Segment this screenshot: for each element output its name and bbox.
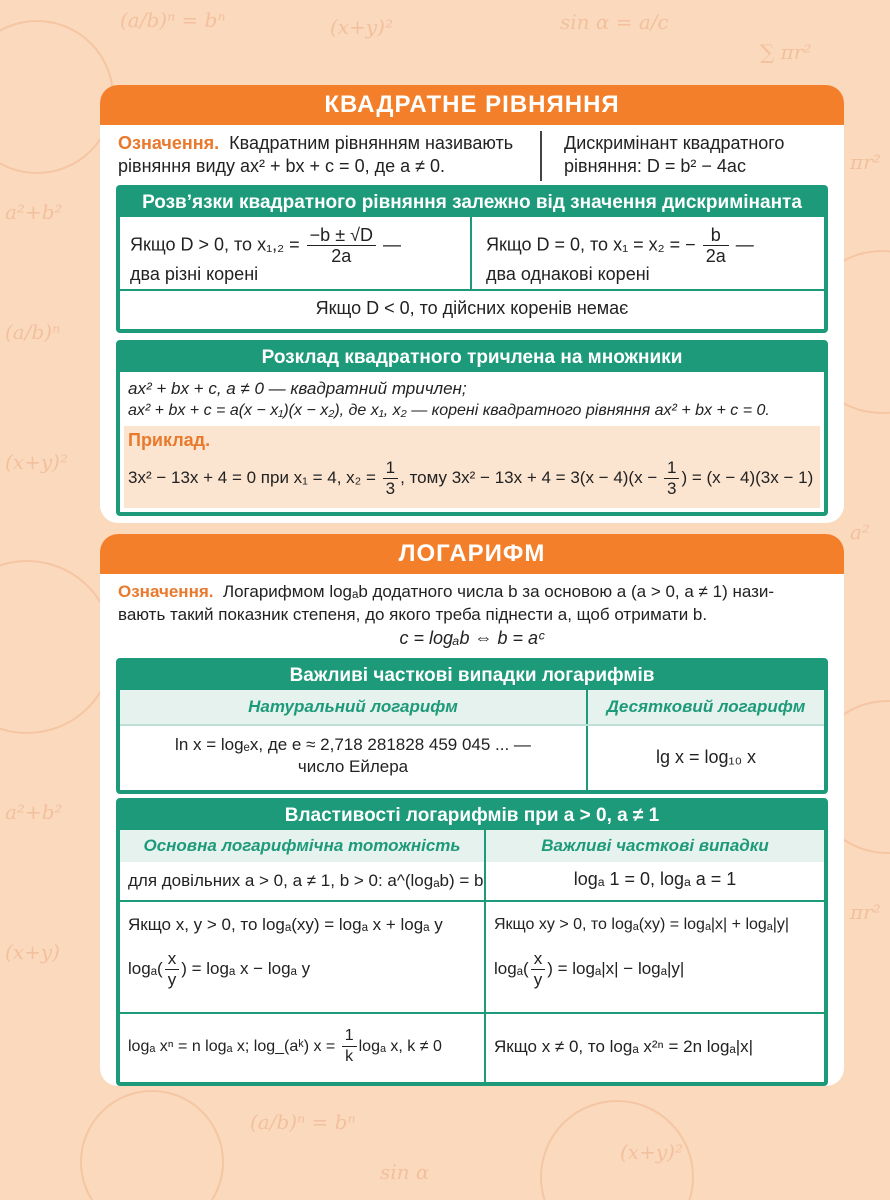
logarithm-card	[100, 534, 844, 1086]
case-positive	[130, 225, 401, 266]
definition-formula: c = logₐb ⇔ b = aᶜ	[399, 628, 545, 648]
definition-text-1: Логарифмом logₐb додатного числа b за основою a (a > 0, a ≠ 1) нази-	[222, 582, 775, 601]
roots-fraction	[307, 225, 376, 266]
definition-text-2: вають такий показник степеня, до якого треба піднести a, щоб отримати b.	[118, 605, 708, 624]
example-part-b: , тому 3x² − 13x + 4 = 3(x − 4)(x −	[400, 468, 658, 487]
power-part-b: logₐ x, k ≠ 0	[358, 1038, 442, 1055]
example-part-a: 3x² − 13x + 4 = 0 при x₁ = 4, x₂ =	[128, 468, 376, 487]
definition-text-2: рівняння виду ax² + bx + c = 0, де a ≠ 0.	[118, 156, 445, 176]
fraction-denominator: y	[533, 970, 543, 990]
divider	[120, 289, 824, 291]
quadratic-title: КВАДРАТНЕ РІВНЯННЯ	[100, 85, 844, 125]
roots-box	[116, 185, 828, 333]
fraction-numerator: −b ± √D	[307, 225, 376, 246]
quotient-rule-right	[494, 944, 684, 994]
divider	[120, 724, 824, 726]
discriminant-text-2: рівняння: D = b² − 4ac	[564, 156, 746, 176]
quotient-rule-left	[128, 944, 310, 994]
fraction-denominator: 2a	[331, 246, 352, 266]
natural-log-header: Натуральний логарифм	[120, 690, 586, 724]
fraction-numerator: x	[531, 949, 546, 970]
decimal-log-header: Десятковий логарифм	[588, 690, 824, 724]
quadratic-card	[100, 85, 844, 523]
quotient-part-b: ) = logₐ x − logₐ y	[181, 959, 311, 978]
quadratic-definition	[118, 132, 513, 154]
definition-text-1: Квадратним рівнянням називають	[229, 133, 514, 153]
properties-box	[116, 798, 828, 1086]
fraction-denominator: 3	[385, 479, 396, 499]
case-zero	[486, 225, 754, 266]
logarithm-definition	[118, 581, 774, 603]
example-fraction	[664, 458, 679, 499]
quotient-part-a: logₐ(	[494, 959, 529, 978]
quotient-part-b: ) = logₐ|x| − logₐ|y|	[547, 959, 685, 978]
divider	[120, 1012, 824, 1014]
example-label: Приклад.	[128, 430, 211, 450]
product-rule-left: Якщо x, y > 0, то logₐ(xy) = logₐ x + logₐ y	[128, 915, 443, 934]
identity-text: для довільних a > 0, a ≠ 1, b > 0: a^(logₐb) = b	[128, 871, 484, 890]
properties-header: Властивості логарифмів при a > 0, a ≠ 1	[120, 802, 824, 830]
dash: —	[735, 234, 754, 255]
divider	[470, 217, 472, 289]
fraction-denominator: k	[345, 1048, 354, 1066]
factor-line-2: ax² + bx + c = a(x − x₁)(x − x₂), де x₁, x₂ — корені квадратного рівняння ax² + bx + c = 0.	[128, 402, 770, 419]
divider	[540, 131, 542, 181]
fraction-denominator: 2a	[705, 246, 726, 266]
example-fraction	[383, 458, 398, 499]
case-zero-text-2: два однакові корені	[486, 264, 650, 284]
case-zero-text: Якщо D = 0, то x₁ = x₂ = −	[486, 234, 696, 255]
natural-log-text-1: ln x = logₑx, де e ≈ 2,718 281828 459 045 ... —	[175, 735, 531, 754]
factor-line-1: ax² + bx + c, a ≠ 0 — квадратний тричлен;	[128, 379, 467, 398]
power-rule-right: Якщо x ≠ 0, то logₐ x²ⁿ = 2n logₐ|x|	[494, 1037, 754, 1056]
power-part-a: logₐ xⁿ = n logₐ x; log_(aᵏ) x =	[128, 1038, 336, 1055]
divider	[586, 690, 588, 790]
discriminant-text-1: Дискримінант квадратного	[564, 133, 785, 153]
identity-header: Основна логарифмічна тотожність	[120, 830, 484, 862]
fraction-denominator: y	[167, 970, 177, 990]
special-cases-2-text: logₐ 1 = 0, logₐ a = 1	[573, 869, 737, 889]
special-cases-2-header: Важливі часткові випадки	[486, 830, 824, 862]
factor-box	[116, 340, 828, 516]
example-formula	[128, 456, 813, 500]
definition-label: Означення.	[118, 133, 220, 153]
decimal-log-text: lg x = log₁₀ x	[655, 747, 757, 767]
fraction-denominator: 3	[666, 479, 677, 499]
quotient-fraction	[531, 949, 546, 990]
example-part-c: ) = (x − 4)(3x − 1)	[681, 468, 814, 487]
background-decoration: (a/b)ⁿ = bⁿ (x+y)² sin α = a/c ∑ πr² a²+b² (a/b)ⁿ (x+y)² πr² a² a²+b² (x+y) πr² (a/b)ⁿ = bⁿ (x+y)² sin α	[0, 0, 890, 1200]
factor-header: Розклад квадратного тричлена на множники	[120, 344, 824, 372]
dash: —	[382, 234, 401, 255]
case-negative: Якщо D < 0, то дійсних коренів немає	[315, 298, 629, 318]
definition-label: Означення.	[118, 582, 214, 601]
product-rule-right: Якщо xy > 0, то logₐ(xy) = logₐ|x| + logₐ|y|	[494, 916, 790, 933]
case-positive-text-2: два різні корені	[130, 264, 259, 284]
power-fraction	[342, 1026, 357, 1067]
quotient-fraction	[165, 949, 180, 990]
roots-header: Розв’язки квадратного рівняння залежно від значення дискримінанта	[120, 189, 824, 217]
quotient-part-a: logₐ(	[128, 959, 163, 978]
fraction-numerator: b	[703, 225, 729, 246]
logarithm-title: ЛОГАРИФМ	[100, 534, 844, 574]
fraction-numerator: 1	[342, 1026, 357, 1047]
example-panel	[124, 426, 820, 508]
case-positive-text: Якщо D > 0, то x₁,₂ =	[130, 234, 300, 255]
fraction-numerator: x	[165, 949, 180, 970]
natural-log-text-2: число Ейлера	[297, 757, 409, 776]
fraction-numerator: 1	[664, 458, 679, 479]
special-cases-box	[116, 658, 828, 794]
special-cases-header: Важливі часткові випадки логарифмів	[120, 662, 824, 690]
power-rule-left	[128, 1022, 442, 1072]
fraction-numerator: 1	[383, 458, 398, 479]
divider	[120, 900, 824, 902]
root-fraction	[703, 225, 729, 266]
